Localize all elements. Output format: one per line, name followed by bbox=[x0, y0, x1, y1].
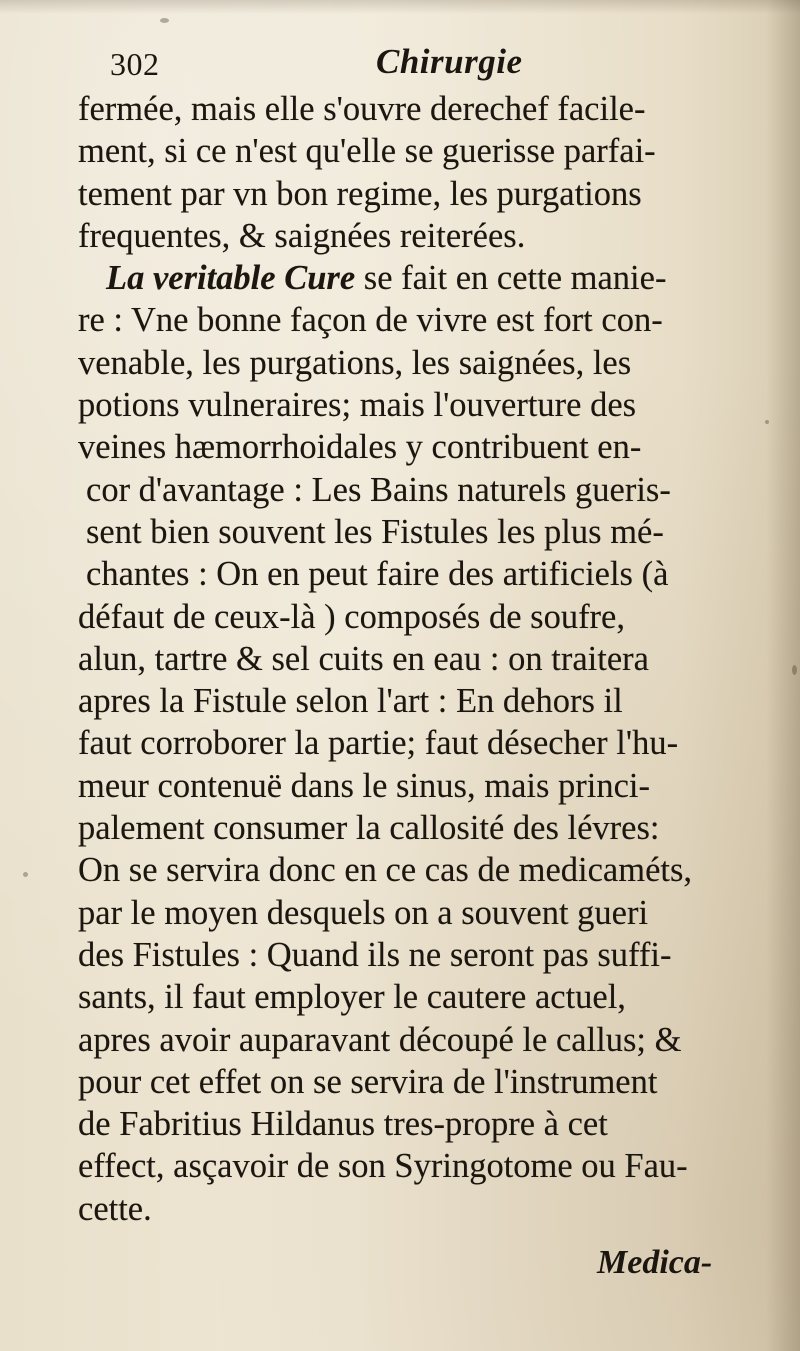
text-line: de Fabritius Hildanus tres-propre à cet bbox=[78, 1105, 608, 1144]
paper-speck bbox=[792, 665, 797, 675]
text-line: cor d'avantage : Les Bains naturels gueris- bbox=[86, 470, 671, 509]
text-line: sants, il faut employer le cautere actuel, bbox=[78, 978, 626, 1017]
text-line: re : Vne bonne façon de vivre est fort con- bbox=[78, 301, 663, 340]
page-header bbox=[110, 42, 710, 92]
text-line: faut corroborer la partie; faut désecher l'hu- bbox=[78, 724, 679, 763]
text-line: pour cet effet on se servira de l'instrument bbox=[78, 1062, 658, 1101]
text-line: ment, si ce n'est qu'elle se guerisse parfai- bbox=[78, 132, 656, 171]
text-line: On se servira donc en ce cas de medicaméts, bbox=[78, 851, 693, 890]
text-line: potions vulneraires; mais l'ouverture des bbox=[78, 386, 637, 425]
body-text bbox=[78, 88, 768, 1230]
text-line: frequentes, & saignées reiterées. bbox=[78, 216, 526, 255]
text-line bbox=[78, 257, 768, 299]
running-title: Chirurgie bbox=[376, 42, 523, 81]
text-line: apres avoir auparavant découpé le callus; & bbox=[78, 1020, 682, 1059]
text-line: venable, les purgations, les saignées, les bbox=[78, 343, 632, 382]
text-line: des Fistules : Quand ils ne seront pas suffi- bbox=[78, 935, 672, 974]
text-line: par le moyen desquels on a souvent gueri bbox=[78, 893, 649, 932]
paper-speck bbox=[160, 18, 169, 23]
text-line: meur contenuë dans le sinus, mais princi- bbox=[78, 766, 650, 805]
text-line: cette. bbox=[78, 1189, 152, 1228]
text-line: fermée, mais elle s'ouvre derechef facile- bbox=[78, 90, 646, 128]
text-segment: se fait en cette manie- bbox=[355, 259, 667, 298]
text-line: alun, tartre & sel cuits en eau : on traitera bbox=[78, 639, 649, 678]
text-line: palement consumer la callosité des lévres: bbox=[78, 809, 660, 848]
text-line: apres la Fistule selon l'art : En dehors il bbox=[78, 682, 623, 721]
text-line: veines hæmorrhoidales y contribuent en- bbox=[78, 428, 642, 467]
page-gutter-shadow bbox=[766, 0, 800, 1351]
text-line: tement par vn bon regime, les purgations bbox=[78, 174, 642, 213]
page-top-edge-shadow bbox=[0, 0, 800, 14]
text-line: chantes : On en peut faire des artificiels (à bbox=[86, 555, 669, 594]
text-line: défaut de ceux-là ) composés de soufre, bbox=[78, 597, 625, 636]
catchword: Medica- bbox=[597, 1244, 713, 1281]
text-line: effect, asçavoir de son Syringotome ou Fau- bbox=[78, 1147, 688, 1186]
italic-heading-phrase: La veritable Cure bbox=[106, 259, 356, 298]
text-line: sent bien souvent les Fistules les plus mé- bbox=[86, 512, 664, 551]
page-number: 302 bbox=[110, 46, 160, 82]
paper-speck bbox=[23, 872, 28, 877]
